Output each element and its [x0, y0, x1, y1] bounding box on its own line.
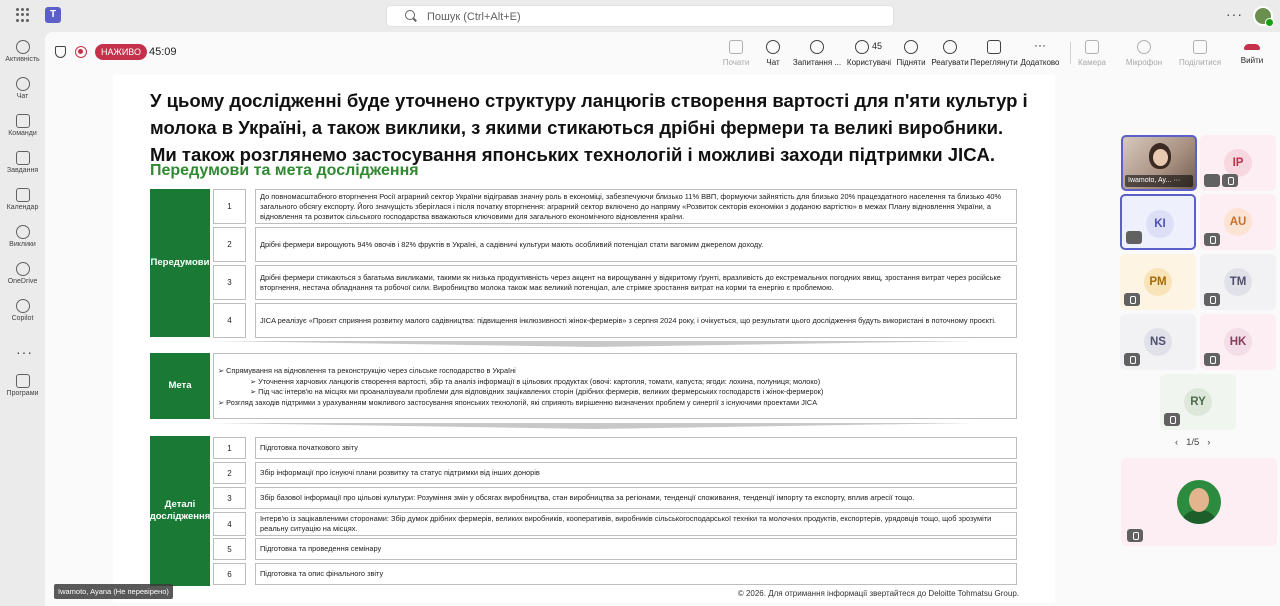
app-rail: [0, 32, 45, 606]
row-number: 1: [213, 189, 246, 224]
avatar: HK: [1224, 328, 1252, 356]
search-input[interactable]: [386, 5, 894, 27]
avatar: PM: [1144, 268, 1172, 296]
hang-up-icon: [1244, 44, 1260, 50]
goal-item: [218, 398, 1012, 409]
goal-text: Спрямування на відновлення та реконструкцію через сільське господарство в Україні: [226, 366, 516, 375]
more-actions-button[interactable]: [1012, 38, 1068, 67]
avatar-face: [1189, 488, 1209, 512]
rail-label: OneDrive: [7, 278, 38, 285]
section-divider: [213, 423, 973, 429]
participant-tile[interactable]: [1120, 194, 1196, 250]
self-avatar: [1177, 480, 1221, 524]
app-launcher-icon[interactable]: [16, 8, 30, 22]
section-divider: [213, 341, 973, 347]
goal-box: [213, 353, 1017, 419]
rail-item-teams[interactable]: [0, 114, 45, 137]
pager-prev-icon[interactable]: ‹: [1175, 437, 1179, 448]
row-number: 5: [213, 538, 246, 560]
goal-text: Під час інтерв'ю на місцях ми проаналізували проблеми для відповідних зацікавлених сторін (дрібних фермерів, великих фермерських господарств і жінок-фермерок): [258, 387, 824, 397]
mic-muted-icon: [1222, 174, 1238, 187]
chat-label: Чат: [766, 58, 780, 67]
rail-item-apps[interactable]: [0, 374, 45, 397]
goal-item: [218, 366, 1012, 377]
leave-label: Вийти: [1240, 56, 1264, 65]
avatar: NS: [1144, 328, 1172, 356]
camera-label: Камера: [1078, 58, 1106, 67]
more-options-icon[interactable]: ···: [1226, 6, 1243, 22]
participant-tile[interactable]: [1200, 194, 1276, 250]
avatar-body: [1183, 510, 1215, 524]
meeting-timer: 45:09: [149, 46, 177, 58]
rail-label: Програми: [6, 390, 39, 397]
presenter-name-chip: Iwamoto, Ayana (Не перевірено): [54, 584, 173, 599]
mic-muted-icon: [1124, 293, 1140, 306]
live-badge: НАЖИВО: [95, 44, 147, 60]
goal-text: Розгляд заходів підтримки з урахуванням можливого застосування японських технологій, які сприяють вирішенню визначених проблем у синергії з існуючими проектами JICA: [226, 397, 818, 407]
pager-next-icon[interactable]: ›: [1207, 437, 1211, 448]
shield-icon[interactable]: [55, 46, 66, 58]
goal-item: [218, 377, 1012, 388]
rail-label: Завдання: [6, 167, 39, 174]
rail-label: Виклики: [9, 241, 36, 248]
chat-icon: [16, 77, 30, 91]
cloud-icon: [16, 262, 30, 276]
mic-label: Мікрофон: [1125, 58, 1163, 67]
rail-item-copilot[interactable]: [0, 299, 45, 322]
rail-item-activity[interactable]: [0, 40, 45, 63]
row-number: 2: [213, 462, 246, 484]
smile-icon: [943, 40, 957, 54]
chat-icon: [766, 40, 780, 54]
rail-item-calls[interactable]: [0, 225, 45, 248]
more-apps-icon[interactable]: ···: [16, 344, 33, 360]
participant-tile[interactable]: [1200, 254, 1276, 310]
mic-muted-icon: [1204, 293, 1220, 306]
view-label: Переглянути: [970, 58, 1018, 67]
shared-slide: [113, 75, 1055, 603]
row-text: Дрібні фермери стикаються з багатьма викликами, такими як низька продуктивність через акцент на вирощуванні у відкритому ґрунті, вразливість до екстремальних погодних явищ, зростання витрат через російське вторгнення, нестача обладнання та робочої сили. Виробництво молока також має великий потенціал, але стрімке зростання витрат на корми та енергію є проблемою.: [255, 265, 1017, 300]
copilot-icon: [16, 299, 30, 313]
avatar: TM: [1224, 268, 1252, 296]
row-number: 2: [213, 227, 246, 262]
row-number: 6: [213, 563, 246, 585]
mic-muted-icon: [1164, 413, 1180, 426]
present-label: Поділитися: [1178, 58, 1222, 67]
participant-name-text: Iwamoto, Ay...: [1128, 177, 1172, 184]
slide-footer: © 2026. Для отримання інформації звертайтеся до Deloitte Tohmatsu Group.: [737, 589, 1019, 598]
teams-icon: [16, 114, 30, 128]
rail-item-calendar[interactable]: [0, 188, 45, 211]
rail-label: Команди: [8, 130, 37, 137]
raise-label: Підняти: [896, 58, 926, 67]
qa-icon: [810, 40, 824, 54]
mic-muted-icon: [1204, 233, 1220, 246]
details-label: Деталі дослідження: [150, 436, 210, 586]
rail-item-tasks[interactable]: [0, 151, 45, 174]
people-label: Користувачі: [846, 58, 892, 67]
row-text: Інтерв'ю із зацікавленими сторонами: Збір думок дрібних фермерів, великих виробників, кооперативів, виробників сільськогосподарської техніки та молочних продуктів, експортерів, урядовців тощо, щоб зрозуміти реальну ситуацію на місцях.: [255, 512, 1017, 536]
row-text: До повномасштабного вторгнення Росії аграрний сектор України відігравав значну роль в економіці, забезпечуючи близько 11% ВВП, формуючи зайнятість для близько 20% працездатного населення та близько 40% загального обсягу експорту. Його значущість зберіглася і після початку вторгнення: аграрний сектор включено до напряму «Розвиток секторів економіки з доданою вартістю» в межах Плану відновлення України, а відновлення та розвиток сільського господарства вважаються ключовими для загального економічного відновлення країни.: [255, 189, 1017, 224]
rail-label: Copilot: [11, 315, 34, 322]
meeting-window: [45, 32, 1280, 606]
more-icon: ···: [1034, 38, 1046, 52]
rail-label: Чат: [16, 93, 29, 100]
people-icon: [855, 40, 869, 54]
arrow-bullet-icon: ➢: [218, 397, 225, 407]
share-label: Почати: [722, 58, 750, 67]
mic-muted-icon: [1124, 353, 1140, 366]
row-text: Дрібні фермери вирощують 94% овочів і 82% фруктів в Україні, а садівничі культури мають особливий потенціал стати вагомим джерелом доходу.: [255, 227, 1017, 262]
arrow-bullet-icon: ➢: [250, 376, 257, 386]
apps-icon: [16, 374, 30, 388]
participant-tile[interactable]: [1120, 314, 1196, 370]
mic-muted-icon: [1127, 529, 1143, 542]
title-bar: [0, 0, 1280, 32]
avatar: IP: [1224, 149, 1252, 177]
share-icon: [729, 40, 743, 54]
row-number: 3: [213, 265, 246, 300]
search-placeholder: Пошук (Ctrl+Alt+E): [427, 11, 521, 23]
qa-button[interactable]: [789, 38, 845, 67]
row-text: Підготовка початкового звіту: [255, 437, 1017, 459]
row-number: 1: [213, 437, 246, 459]
row-number: 4: [213, 303, 246, 338]
qa-label: Запитання ...: [792, 58, 842, 67]
participant-video-tile[interactable]: [1121, 135, 1197, 191]
goal-item: [218, 387, 1012, 398]
phone-icon: [16, 225, 30, 239]
more-icon[interactable]: ···: [1173, 177, 1181, 184]
row-text: Підготовка та проведення семінару: [255, 538, 1017, 560]
slide-subtitle: Передумови та мета дослідження: [150, 162, 419, 179]
teams-logo: T: [45, 7, 61, 23]
slide-title: У цьому дослідженні буде уточнено структуру ланцюгів створення вартості для п'яти культур і молока в Україні, а також виклики, з якими стикаються дрібні фермери та великі виробники. Ми також розглянемо застосування японських технологій і можливі заходи підтримки JICA.: [150, 90, 1028, 165]
row-text: Підготовка та опис фінального звіту: [255, 563, 1017, 585]
participant-tile[interactable]: [1200, 314, 1276, 370]
rail-item-chat[interactable]: [0, 77, 45, 100]
react-label: Реагувати: [931, 58, 969, 67]
background-label: Передумови: [150, 189, 210, 337]
meeting-toolbar: [45, 32, 1280, 72]
present-button[interactable]: [1172, 38, 1228, 67]
pager-count: 1/5: [1186, 437, 1200, 448]
bell-icon: [16, 40, 30, 54]
mic-icon: [1137, 40, 1151, 54]
more-label: Додатково: [1020, 58, 1060, 67]
row-text: Збір інформації про існуючі плани розвитку та статус підтримки від інших донорів: [255, 462, 1017, 484]
participant-name: [1125, 175, 1193, 187]
avatar: RY: [1184, 388, 1212, 416]
goal-text: Уточнення харчових ланцюгів створення вартості, збір та аналіз інформації в цільових продуктах (овочі: картопля, томати, капуста; ягоди: лохина, полуниця; молоко): [258, 376, 821, 386]
participant-tile[interactable]: [1160, 374, 1236, 430]
grid-view-icon: [987, 40, 1001, 54]
arrow-bullet-icon: ➢: [218, 366, 225, 375]
participant-tile[interactable]: [1200, 135, 1276, 191]
camera-off-icon: [1204, 174, 1220, 187]
avatar: AU: [1224, 208, 1252, 236]
row-text: JICA реалізує «Проєкт сприяння розвитку малого садівництва: підвищення інклюзивності жінок-фермерів» з серпня 2024 року, і очікується, що результати цього дослідження будуть використані в поточному проєкті.: [255, 303, 1017, 338]
profile-avatar[interactable]: [1253, 6, 1273, 26]
participant-tile[interactable]: [1120, 254, 1196, 310]
row-number: 3: [213, 487, 246, 509]
mic-button[interactable]: [1116, 38, 1172, 67]
avatar: KI: [1146, 210, 1174, 238]
camera-button[interactable]: [1064, 38, 1120, 67]
search-icon: [405, 10, 415, 20]
participant-face: [1153, 149, 1168, 166]
camera-off-icon: [1126, 231, 1142, 244]
leave-button[interactable]: [1224, 38, 1280, 65]
arrow-bullet-icon: ➢: [250, 387, 257, 397]
rail-label: Активність: [5, 56, 40, 63]
recording-icon[interactable]: [75, 46, 87, 58]
gallery-pager: [1175, 437, 1210, 448]
tasks-icon: [16, 151, 30, 165]
goal-label: Мета: [150, 353, 210, 419]
rail-label: Календар: [6, 204, 39, 211]
people-count: 45: [872, 41, 883, 51]
hand-icon: [904, 40, 918, 54]
present-icon: [1193, 40, 1207, 54]
mic-muted-icon: [1204, 353, 1220, 366]
rail-item-onedrive[interactable]: [0, 262, 45, 285]
row-text: Збір базової інформації про цільові культури: Розуміння змін у обсягах виробництва, стан виробництва за регіонами, тенденції споживання, тенденції імпорту та експорту, вплив агресії тощо.: [255, 487, 1017, 509]
calendar-icon: [16, 188, 30, 202]
self-view-tile[interactable]: [1121, 458, 1277, 546]
row-number: 4: [213, 512, 246, 536]
camera-icon: [1085, 40, 1099, 54]
